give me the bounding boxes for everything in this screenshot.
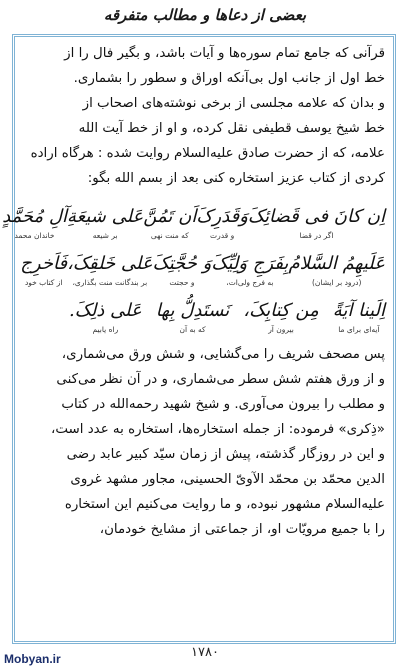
dua-translation: از کتاب خود <box>24 278 63 287</box>
text-line: و از ورق هفتم شش سطر می‌شماری، و در آن نظر می‌کنی <box>56 372 385 387</box>
text-line: قرآنی که جامع تمام سوره‌ها و آیات باشد، و بگیر فال را از <box>64 46 385 61</box>
dua-translation: که به آن <box>179 325 206 334</box>
site-watermark: Mobyan.ir <box>4 652 61 666</box>
dua-segment <box>288 251 385 289</box>
text-line: علیه‌السلام مشهور نبوده، و ما روایت می‌کنیم این استخاره <box>64 497 385 512</box>
dua-line-1 <box>2 195 385 242</box>
dua-arabic: اِن کانَ فی قَضائِکَ <box>247 206 385 227</box>
dua-segment <box>248 204 385 242</box>
dua-arabic: اَن تَمُنَّ <box>143 206 197 227</box>
dua-arabic: آلِ مُحَمَّدٍ <box>2 206 67 227</box>
dua-segment <box>143 204 196 242</box>
dua-segment <box>333 298 385 336</box>
dua-arabic: مِن کِتابِکَ، <box>243 300 319 321</box>
page-header <box>0 0 410 32</box>
dua-translation: آیه‌ای برای ما <box>338 325 380 334</box>
dua-segment <box>196 204 248 242</box>
dua-segment <box>67 251 153 289</box>
dua-translation: که منت نهی <box>150 231 189 240</box>
page-number: ۱۷۸۰ <box>191 645 219 660</box>
dua-translation: راه یابیم <box>92 325 119 334</box>
dua-translation: اگر در قضا <box>299 231 334 240</box>
dua-arabic: عَلی خَلقِکَ، <box>67 253 153 274</box>
text-line: و مطلب را بیرون می‌آوری. و شیخ شهید رحمه‌الله در کتاب <box>61 397 385 412</box>
page-frame <box>2 34 396 644</box>
dua-segment <box>156 298 230 336</box>
dua-arabic: عَلَیهِمُ السَّلامُ <box>288 253 385 274</box>
text-line: و این در روزگار گذشته، پیش از زمان سیّد کبیر عابد رضی <box>66 447 385 462</box>
dua-translation: و حجتت <box>169 278 195 287</box>
text-line: «ذِکری» فرموده: از جمله استخاره‌ها، استخاره به عدد است، <box>51 422 385 437</box>
dua-segment <box>243 298 318 336</box>
text-line: خط شیخ یوسف قطیفی نقل کرده، و او از خط آیت الله <box>78 121 385 136</box>
dua-arabic: بِفَرَجِ وَلِیِّکَ <box>211 253 289 274</box>
text-line: کردی از کتاب عزیز استخاره کنی بعد از بسم الله بگو: <box>87 171 385 186</box>
dua-translation: بیرون آر <box>268 325 294 334</box>
dua-arabic: فَاَخرِج <box>20 253 68 274</box>
dua-arabic: عَلی شیعَةِ <box>67 206 144 227</box>
dua-arabic: عَلی ذلِکَ. <box>68 300 142 321</box>
dua-arabic: نَستَدِلُّ بِها <box>155 300 230 321</box>
running-header-title: بعضی از دعاها و مطالب متفرقه <box>103 6 307 24</box>
dua-segment <box>153 251 212 289</box>
text-line: پس مصحف شریف را می‌گشایی، و شش ورق می‌شماری، <box>61 347 385 362</box>
text-line: و بدان که علامه مجلسی از برخی نوشته‌های اصحاب از <box>82 96 385 111</box>
dua-line-2 <box>20 242 385 289</box>
dua-arabic: اِلَینا آیَةً <box>332 300 385 321</box>
paragraph-2 <box>23 342 385 542</box>
text-line: را با جمیع مرویّات او، از جماعتی از مشایخ خودمان، <box>99 522 385 537</box>
dua-translation: (درود بر ایشان) <box>312 278 362 287</box>
body-text <box>2 41 385 542</box>
dua-segment <box>20 251 67 289</box>
dua-arabic: وَ حُجَّتِکَ <box>152 253 212 274</box>
dua-line-3 <box>23 289 385 336</box>
dua-segment <box>69 298 142 336</box>
dua-translation: و قدرت <box>210 231 235 240</box>
text-line: خط اول از جانب اول بی‌آنکه اوراق و سطور را بشماری. <box>73 71 385 86</box>
text-line: الدین محمّد بن محمّد الآویّ الحسینی، مجاور مشهد غروی <box>70 472 385 487</box>
dua-segment <box>211 251 288 289</box>
dua-block <box>2 195 385 336</box>
dua-translation: بر بندگانت منت بگذاری، <box>72 278 148 287</box>
dua-translation: بر شیعه <box>92 231 118 240</box>
dua-segment <box>67 204 143 242</box>
dua-translation: به فرج ولی‌ات، <box>226 278 274 287</box>
dua-translation: خاندان محمد <box>14 231 55 240</box>
dua-arabic: وَقَدَرِکَ <box>196 206 248 227</box>
dua-segment <box>2 204 67 242</box>
text-line: علامه، که از حضرت صادق علیه‌السلام روایت شده : هرگاه اراده <box>30 146 385 161</box>
paragraph-1 <box>23 41 385 191</box>
